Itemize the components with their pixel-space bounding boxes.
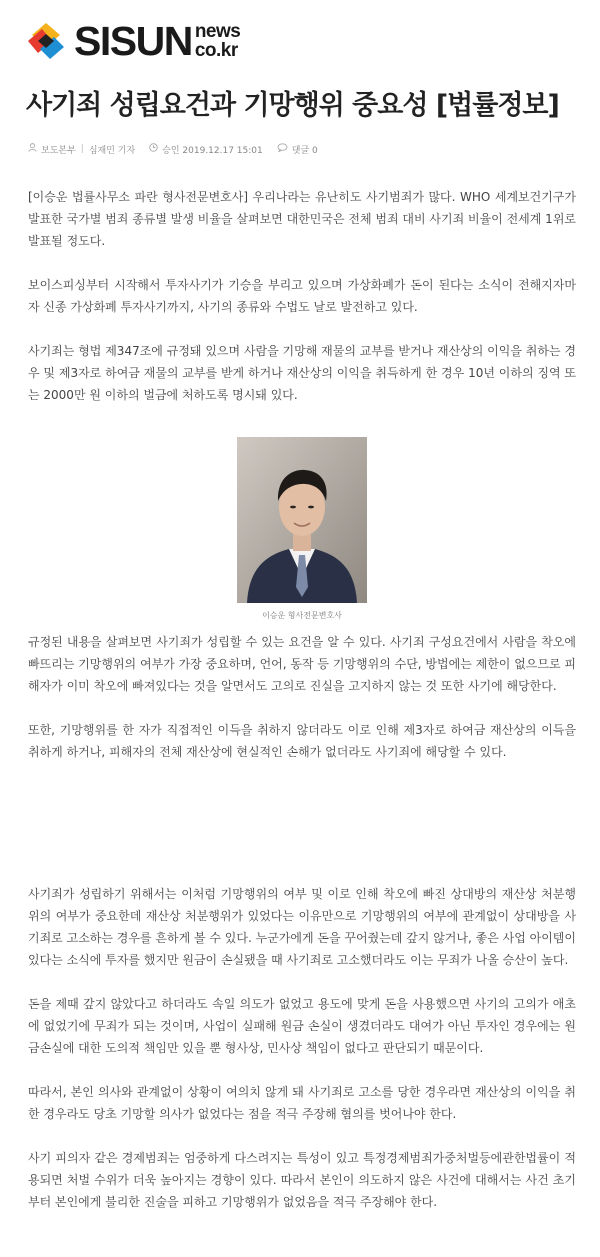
meta-comments[interactable]: 댓글 0 <box>291 145 318 156</box>
article-body-top <box>28 186 576 428</box>
article-figure <box>237 437 367 621</box>
article-meta <box>28 141 318 157</box>
meta-divider: | <box>80 144 84 154</box>
paragraph: 사기죄는 형법 제347조에 규정돼 있으며 사람을 기망해 재물의 교부를 받거나 재산상의 이익을 취하는 경우 및 제3자로 하여금 재물의 교부를 받게 하거나 재산상의 이익을 취득하게 한 경우 10년 이하의 징역 또는 2000만 원 이하의 벌금에 처하도록 명시돼 있다. <box>28 344 576 402</box>
logo-mark-icon <box>26 21 66 61</box>
clock-icon <box>149 143 158 155</box>
meta-section[interactable]: 보도본부 <box>41 145 76 156</box>
article-body-narrow <box>28 631 576 763</box>
logo-sub-bottom: co.kr <box>194 40 238 61</box>
paragraph: 보이스피싱부터 시작해서 투자사기가 기승을 부리고 있으며 가상화폐가 돈이 된다는 소식이 전해지자마자 신종 가상화폐 투자사기까지, 사기의 종류와 수법도 날로 발전하고 있다. <box>28 278 576 314</box>
paragraph: 사기 피의자 같은 경제범죄는 엄중하게 다스려지는 특성이 있고 특정경제범죄가중처벌등에관한법률이 적용되면 처벌 수위가 더욱 높아지는 경향이 있다. 따라서 본인이 의도하지 않은 사건에 대해서는 사건 초기부터 본인에게 불리한 진술을 피하고 기망행위가 없었음을 적극 주장해야 한다. <box>28 1151 576 1209</box>
logo-sub-top: news <box>194 21 241 42</box>
site-logo[interactable] <box>26 18 286 64</box>
photo-caption: 이승운 형사전문변호사 <box>262 611 342 620</box>
user-icon <box>28 143 37 155</box>
paragraph: 또한, 기망행위를 한 자가 직접적인 이득을 취하지 않더라도 이로 인해 제3자로 하여금 재산상의 이득을 취하게 하거나, 피해자의 전체 재산상에 현실적인 손해가 없더라도 사기죄에 해당할 수 있다. <box>28 723 576 759</box>
paragraph: [이승운 법률사무소 파란 형사전문변호사] 우리나라는 유난히도 사기범죄가 많다. WHO 세계보건기구가 발표한 국가별 범죄 종류별 발생 비율을 살펴보면 대한민국은 전체 범죄 대비 사기죄 비율이 전세계 1위로 발표될 정도다. <box>28 190 576 248</box>
paragraph: 돈을 제때 갚지 않았다고 하더라도 속일 의도가 없었고 용도에 맞게 돈을 사용했으면 사기의 고의가 애초에 없었기에 무죄가 되는 것이며, 사업이 실패해 원금 손실이 생겼더라도 대여가 아닌 투자인 경우에는 원금손실에 대한 도의적 책임만 있을 뿐 형사상, 민사상 책임이 없다고 판단되기 때문이다. <box>28 997 576 1055</box>
meta-approved: 승인 2019.12.17 15:01 <box>162 145 263 156</box>
lawyer-portrait-photo <box>237 437 367 603</box>
logo-brand: SISUN <box>74 17 192 64</box>
logo-domain <box>195 22 241 60</box>
meta-author[interactable]: 심재민 기자 <box>88 145 136 156</box>
paragraph: 따라서, 본인 의사와 관계없이 상황이 여의치 않게 돼 사기죄로 고소를 당한 경우라면 재산상의 이익을 취한 경우라도 당초 기망할 의사가 없었다는 점을 적극 주장해 혐의를 벗어나야 한다. <box>28 1085 576 1121</box>
article-body-bottom <box>28 883 576 1213</box>
article-title: 사기죄 성립요건과 기망행위 중요성 [법률정보] <box>26 90 559 121</box>
paragraph: 규정된 내용을 살펴보면 사기죄가 성립할 수 있는 요건을 알 수 있다. 사기죄 구성요건에서 사람을 착오에 빠뜨리는 기망행위의 여부가 가장 중요하며, 언어, 동작 등 기망행위의 수단, 방법에는 제한이 없으므로 피해자가 이미 착오에 빠져있다는 것을 알면서도 고의로 진실을 고지하지 않는 것 또한 사기에 해당한다. <box>28 635 576 693</box>
paragraph: 사기죄가 성립하기 위해서는 이처럼 기망행위의 여부 및 이로 인해 착오에 빠진 상대방의 재산상 처분행위의 여부가 중요한데 재산상 처분행위가 있었다는 이유만으로 기망행위의 여부에 관계없이 상대방을 사기죄로 고소하는 경우를 흔하게 볼 수 있다. 누군가에게 돈을 꾸어줬는데 갚지 않거나, 좋은 사업 아이템이 있다는 소식에 투자를 했지만 원금이 손실됐을 때 사기죄로 고소했더라도 이는 무죄가 나올 승산이 높다. <box>28 887 576 967</box>
comment-icon <box>277 143 288 155</box>
